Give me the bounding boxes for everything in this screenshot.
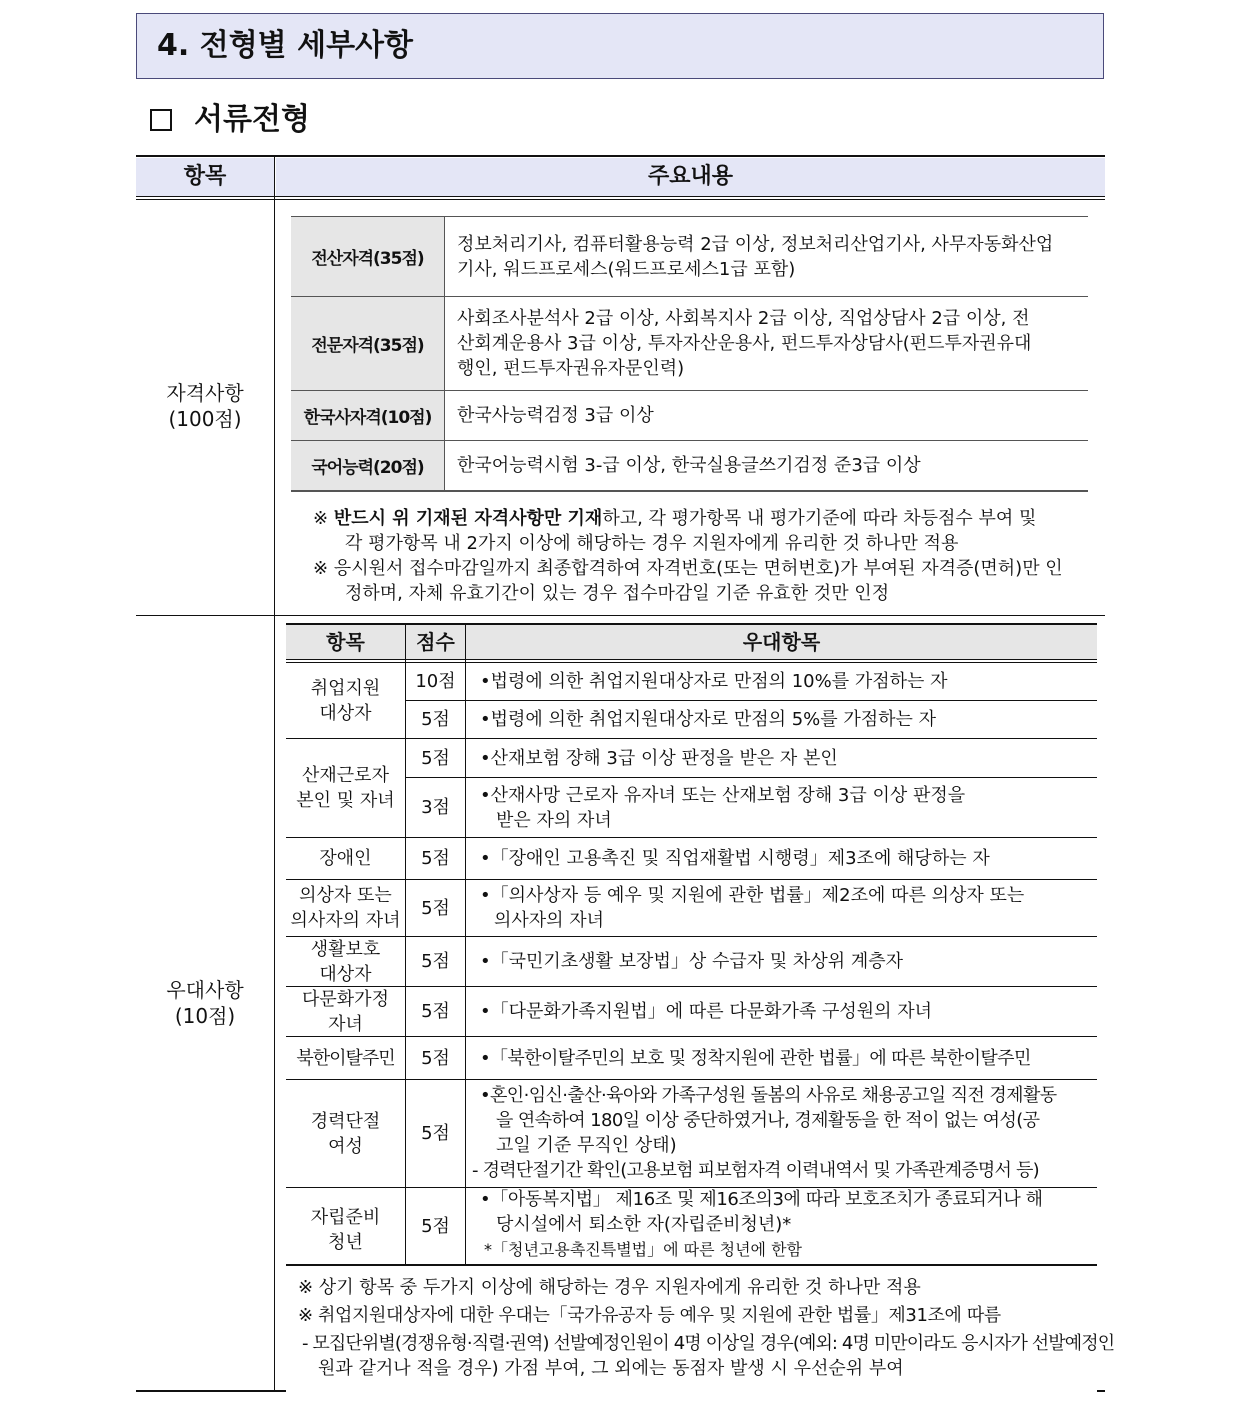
qualification-row-content [457, 217, 1078, 296]
col-header-item: 항목 [136, 158, 274, 196]
qualification-row-content [457, 391, 1078, 440]
pref-col-item: 항목 [326, 630, 365, 654]
note-line: 정하며, 자체 유효기간이 있는 경우 접수마감일 기준 유효한 것만 인정 [345, 583, 890, 604]
pref-content-line: •법령에 의한 취업지원대상자로 만점의 5%를 가점하는 자 [480, 709, 937, 730]
pref-content-line: •「장애인 고용촉진 및 직업재활법 시행령」제3조에 해당하는 자 [480, 848, 990, 869]
pref-score-cell: 10점 [415, 671, 456, 692]
note-line: ※ 취업지원대상자에 대한 우대는「국가유공자 등 예우 및 지원에 관한 법률」제31조에 따름 [298, 1305, 1001, 1326]
note-mark: ※ [313, 508, 329, 529]
pref-col-score: 점수 [416, 630, 455, 654]
section-title: 4. 전형별 세부사항 [136, 13, 1104, 79]
content-line: 정보처리기사, 컴퓨터활용능력 2급 이상, 정보처리산업기사, 사무자동화산업 [457, 233, 1054, 255]
pref-content-line: •「북한이탈주민의 보호 및 정착지원에 관한 법률」에 따른 북한이탈주민 [480, 1048, 1031, 1069]
pref-score-cell: 5점 [421, 848, 450, 869]
note-line [313, 506, 1063, 531]
pref-content-line: 당시설에서 퇴소한 자(자립준비청년)* [496, 1214, 792, 1235]
preference-label-line1: 우대사항 [166, 978, 244, 1002]
pref-item-cell: 북한이탈주민 [296, 1047, 395, 1069]
pref-content-block [480, 783, 965, 833]
pref-score-cell: 5점 [421, 709, 450, 730]
note-line: 각 평가항목 내 2가지 이상에 해당하는 경우 지원자에게 유리한 것 하나만 적용 [345, 533, 959, 554]
qualification-row-label: 전문자격(35점) [291, 297, 445, 390]
qualification-row-label: 국어능력(20점) [291, 441, 445, 490]
pref-item-cell [286, 739, 405, 837]
pref-score-cell: 5점 [421, 747, 450, 769]
pref-content-line: •「다문화가족지원법」에 따른 다문화가족 구성원의 자녀 [480, 1001, 933, 1022]
note-line: ※ 상기 항목 중 두가지 이상에 해당하는 경우 지원자에게 유리한 것 하나만 적용 [298, 1277, 921, 1298]
note-line: 원과 같거나 적을 경우) 가점 부여, 그 외에는 동점자 발생 시 우선순위 부여 [318, 1358, 904, 1379]
content-line: 기사, 워드프로세스(워드프로세스1급 포함) [457, 258, 796, 280]
qualification-row-content [457, 441, 1078, 490]
checkbox-icon [150, 109, 172, 131]
pref-item-cell: 장애인 [319, 848, 372, 869]
pref-score-cell: 5점 [421, 1047, 450, 1069]
pref-item-line: 다문화가정 [302, 988, 389, 1010]
pref-content-block [472, 1083, 1080, 1183]
pref-content-line: 의사자의 자녀 [494, 910, 605, 931]
pref-content-line: 고일 기준 무직인 상태) [496, 1135, 677, 1156]
qualification-row [291, 217, 1088, 297]
pref-content-line: - 경력단절기간 확인(고용보험 피보험자격 이력내역서 및 가족관계증명서 등) [472, 1160, 1039, 1181]
pref-content-line: 받은 자의 자녀 [496, 810, 612, 831]
qualification-row-content [457, 297, 1078, 390]
content-line: 사회조사분석사 2급 이상, 사회복지사 2급 이상, 직업상담사 2급 이상, 전 [457, 308, 1030, 329]
content-line: 한국어능력시험 3-급 이상, 한국실용글쓰기검정 준3급 이상 [457, 455, 921, 476]
qualification-row [291, 441, 1088, 492]
pref-content-line: •법령에 의한 취업지원대상자로 만점의 10%를 가점하는 자 [480, 671, 948, 692]
pref-item-line: 산재근로자 [302, 765, 389, 786]
pref-item-line: 경력단절 [310, 1110, 381, 1132]
note-line: ※ 응시원서 접수마감일까지 최종합격하여 자격번호(또는 면허번호)가 부여된 자격증(면허)만 인 [313, 558, 1063, 579]
header-divider [136, 196, 1105, 197]
preference-label-line2: (10점) [174, 1004, 236, 1028]
pref-item-line: 자립준비 [310, 1207, 381, 1228]
pref-item-cell [286, 1080, 405, 1187]
pref-score-cell: 5점 [421, 1123, 450, 1144]
note-text: 하고, 각 평가항목 내 평가기준에 따라 차등점수 부여 및 [602, 508, 1037, 529]
pref-item-cell [286, 937, 405, 986]
note-bold-text: 반드시 위 기재된 자격사항만 기재 [333, 508, 603, 529]
pref-item-line: 여성 [328, 1135, 363, 1157]
subsection-title-text: 서류전형 [194, 102, 310, 137]
pref-item-line: 의상자 또는 [299, 885, 392, 906]
qualification-row [291, 297, 1088, 391]
pref-item-cell [286, 880, 405, 936]
pref-content-line: 을 연속하여 180일 이상 중단하였거나, 경제활동을 한 적이 없는 여성(공 [496, 1110, 1040, 1131]
qualification-label-line1: 자격사항 [166, 381, 244, 405]
column-divider [274, 155, 275, 1392]
preference-label [136, 977, 274, 1029]
preference-header [286, 625, 1097, 659]
pref-item-line: 생활보호 [310, 938, 381, 960]
pref-content-line: •「아동복지법」 제16조 및 제16조의3에 따라 보호조치가 종료되거나 해 [480, 1189, 1043, 1210]
pref-col-content: 우대항목 [742, 630, 821, 654]
pref-content-line: •「의사상자 등 예우 및 지원에 관한 법률」제2조에 따른 의상자 또는 [480, 885, 1025, 906]
preference-notes [298, 1275, 1114, 1381]
pref-score-cell: 5점 [421, 1215, 450, 1237]
pref-score-cell: 5점 [421, 951, 450, 972]
header-divider-double [136, 199, 1105, 200]
qualification-row-label: 한국사자격(10점) [291, 391, 445, 440]
pref-content-line: •「국민기초생활 보장법」상 수급자 및 차상위 계층자 [480, 951, 903, 972]
subsection-title [150, 100, 310, 140]
pref-score-cell: 5점 [421, 897, 450, 919]
pref-score-cell: 3점 [421, 797, 450, 818]
main-table [136, 155, 1115, 1392]
pref-item-line: 자녀 [328, 1013, 363, 1035]
col-header-content: 주요내용 [276, 158, 1105, 196]
pref-item-line: 대상자 [319, 702, 372, 724]
qualification-notes [313, 506, 1063, 606]
pref-item-line: 취업지원 [310, 677, 381, 699]
qualification-label-line2: (100점) [168, 407, 242, 431]
pref-item-line: 의사자의 자녀 [290, 910, 401, 931]
pref-item-line: 본인 및 자녀 [296, 790, 395, 811]
qualification-row-label: 전산자격(35점) [291, 217, 445, 296]
content-line: 행인, 펀드투자권유자문인력) [457, 358, 685, 379]
content-line: 한국사능력검정 3급 이상 [457, 405, 654, 426]
pref-item-cell [286, 663, 405, 738]
pref-item-line: 청년 [328, 1232, 363, 1253]
qualification-label [136, 380, 274, 432]
pref-item-line: 대상자 [319, 963, 372, 985]
table-top-border [136, 155, 1105, 157]
pref-content-block [480, 1187, 1043, 1262]
pref-content-line: •혼인·임신·출산·육아와 가족구성원 돌봄의 사유로 채용공고일 직전 경제활동 [480, 1085, 1057, 1106]
note-line: - 모집단위별(경쟁유형·직렬·권역) 선발예정인원이 4명 이상일 경우(예외: 4명 미만이라도 응시자가 선발예정인 [302, 1333, 1115, 1354]
pref-item-cell [286, 987, 405, 1036]
content-line: 산회계운용사 3급 이상, 투자자산운용사, 펀드투자상담사(펀드투자권유대 [457, 333, 1032, 354]
section-divider [136, 615, 1105, 616]
pref-content-line: •산재사망 근로자 유자녀 또는 산재보험 장해 3급 이상 판정을 [480, 785, 966, 806]
pref-content-block [480, 883, 1024, 933]
qualification-row [291, 391, 1088, 441]
pref-score-cell: 5점 [421, 1001, 450, 1022]
pref-content-line: *「청년고용촉진특별법」에 따른 청년에 한함 [484, 1240, 803, 1259]
pref-content-line: •산재보험 장해 3급 이상 판정을 받은 자 본인 [480, 748, 838, 769]
